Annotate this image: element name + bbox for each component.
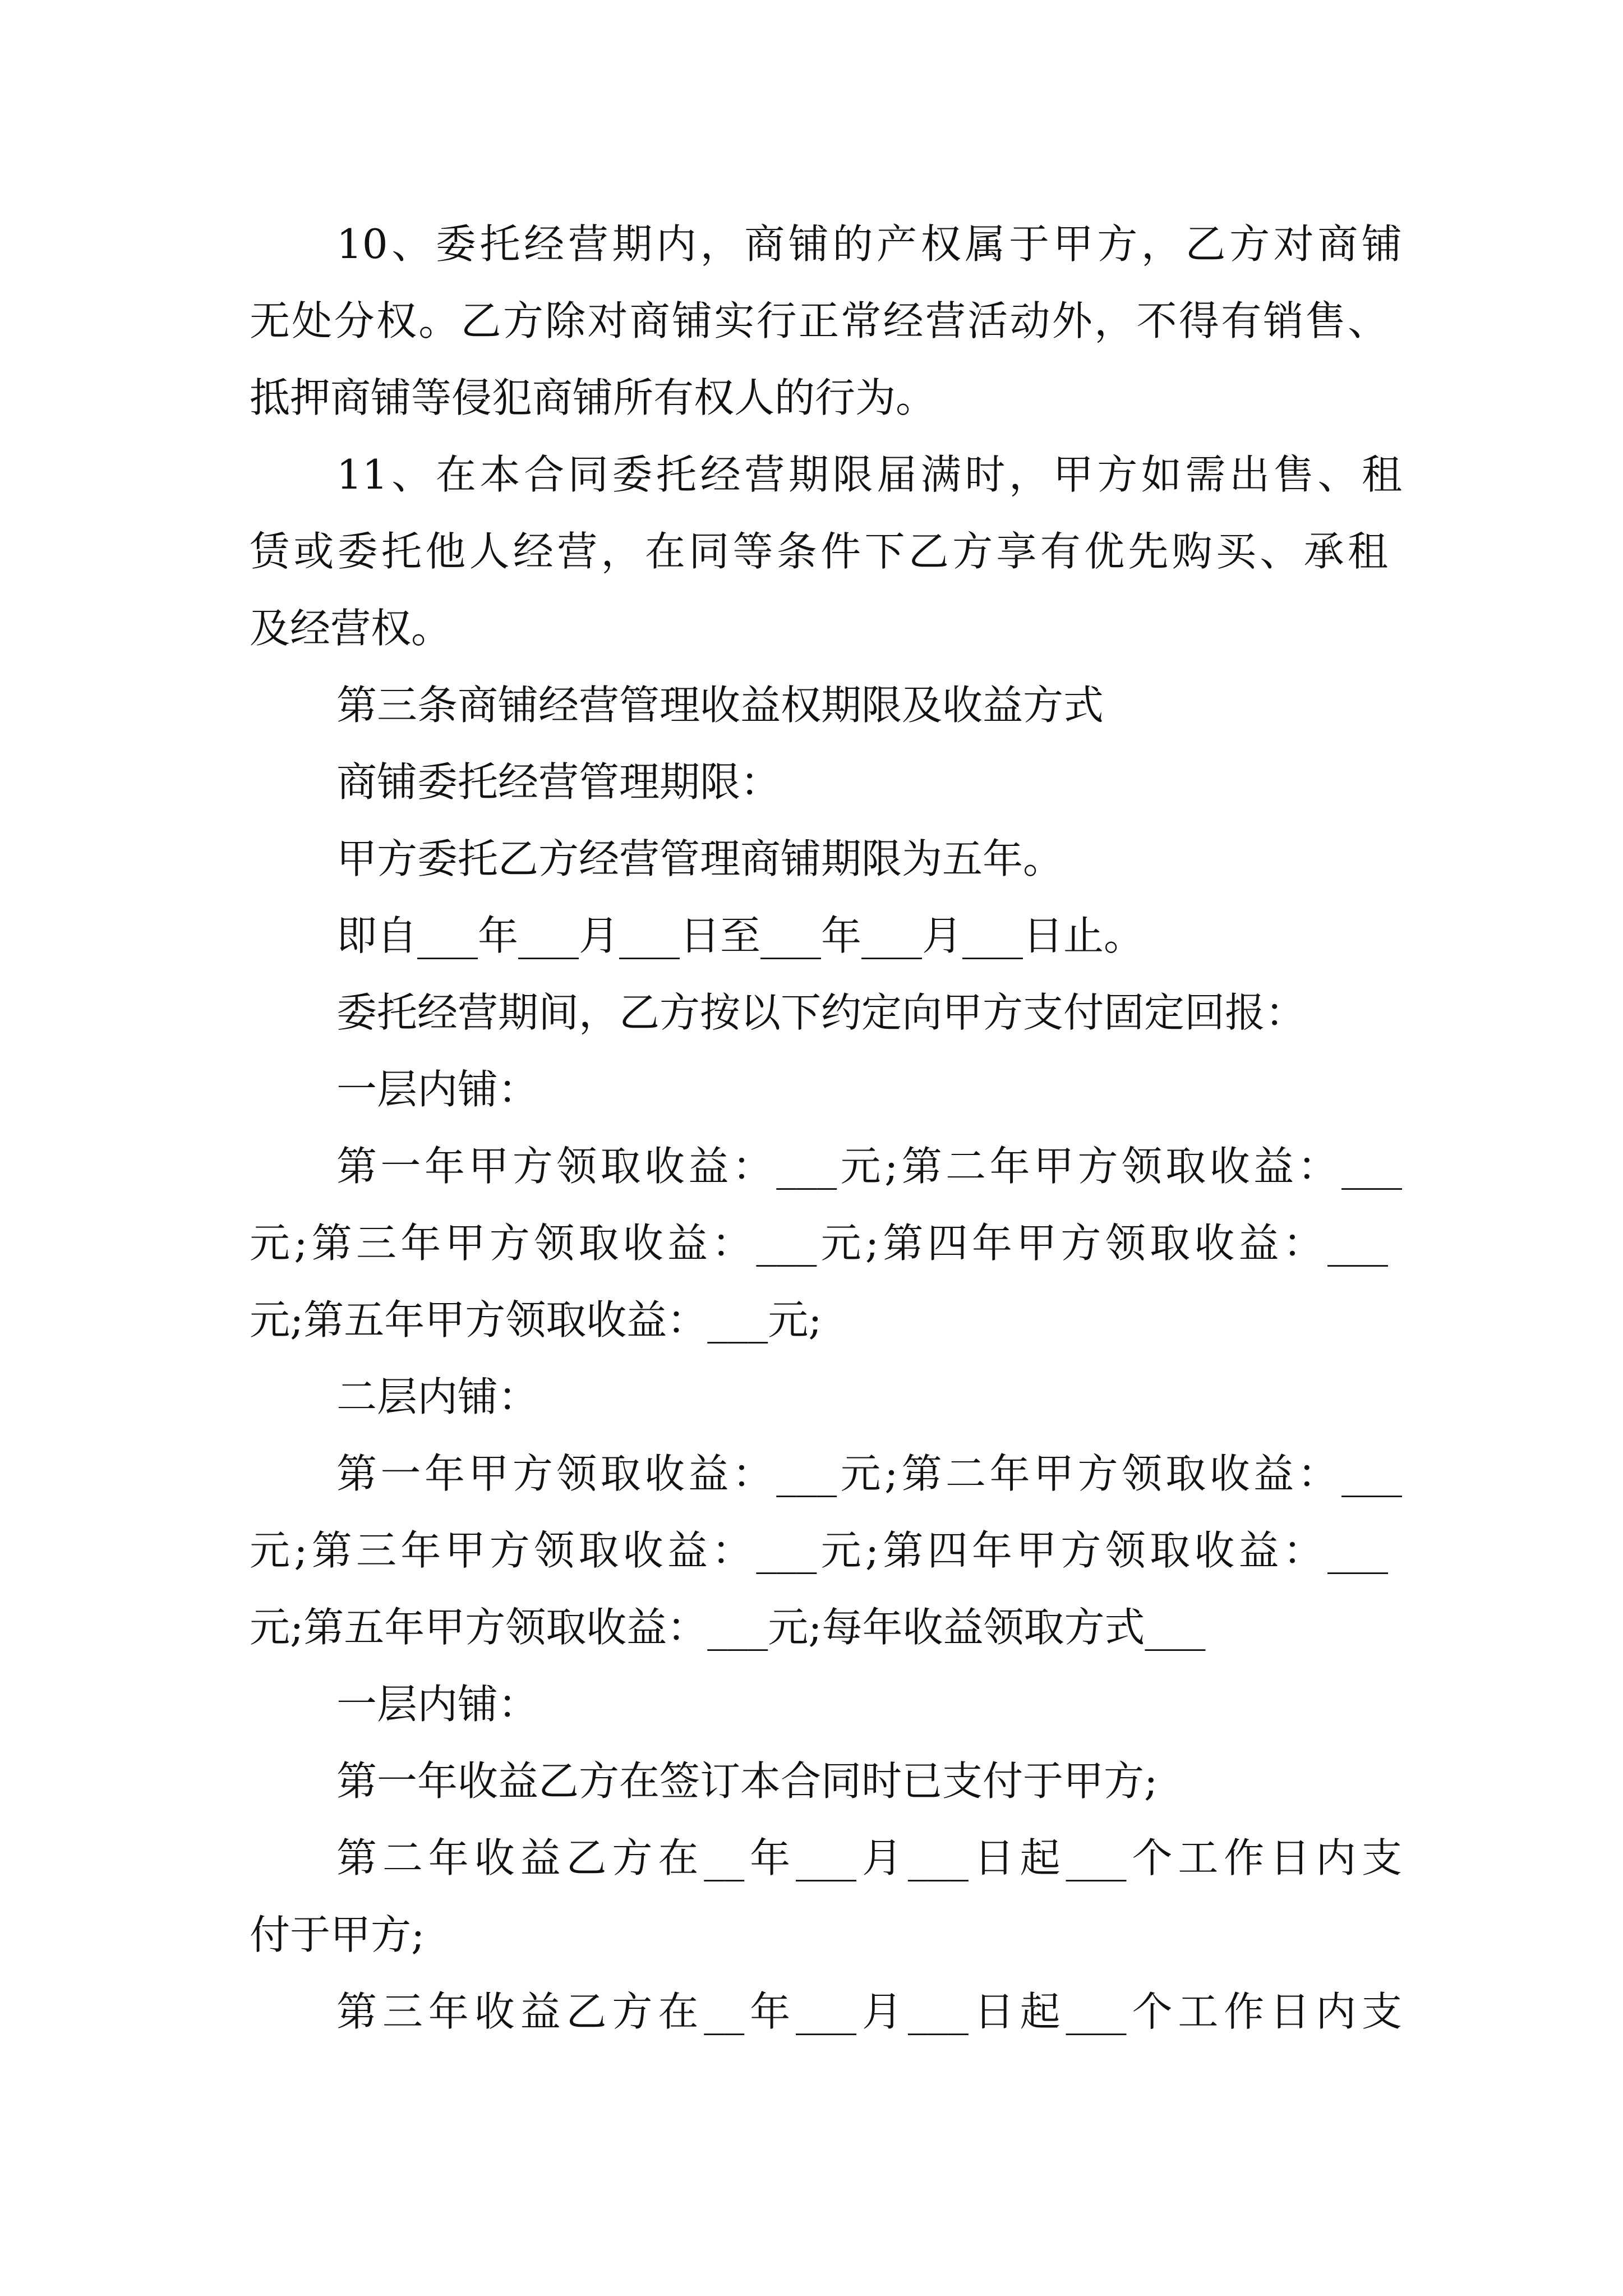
payment-year-2-line-1: 第二年收益乙方在__年___月___日起___个工作日内支 xyxy=(336,1834,1402,1881)
floor-2-heading: 二层内铺： xyxy=(336,1373,539,1420)
term-label: 商铺委托经营管理期限： xyxy=(336,758,781,806)
floor-2-returns-line-2: 元;第三年甲方领取收益：___元;第四年甲方领取收益：___ xyxy=(250,1527,1388,1574)
paragraph-10-line-2: 无处分权。乙方除对商铺实行正常经营活动外，不得有销售、 xyxy=(250,297,1388,344)
paragraph-10-line-3: 抵押商铺等侵犯商铺所有权人的行为。 xyxy=(250,374,937,421)
floor-1-returns-line-2: 元;第三年甲方领取收益：___元;第四年甲方领取收益：___ xyxy=(250,1220,1388,1267)
floor-1-heading: 一层内铺： xyxy=(336,1066,539,1113)
return-intro: 委托经营期间，乙方按以下约定向甲方支付固定回报： xyxy=(336,989,1306,1036)
payment-year-3-line-1: 第三年收益乙方在__年___月___日起___个工作日内支 xyxy=(336,1988,1402,2035)
payment-floor-1-heading: 一层内铺： xyxy=(336,1681,539,1728)
paragraph-11-line-2: 赁或委托他人经营，在同等条件下乙方享有优先购买、承租 xyxy=(250,528,1388,575)
floor-2-returns-line-1: 第一年甲方领取收益：___元;第二年甲方领取收益：___ xyxy=(336,1450,1402,1497)
paragraph-11-line-1: 11、在本合同委托经营期限届满时，甲方如需出售、租 xyxy=(336,451,1402,498)
paragraph-11-line-3: 及经营权。 xyxy=(250,605,452,652)
payment-year-1: 第一年收益乙方在签订本合同时已支付于甲方; xyxy=(336,1757,1158,1805)
floor-2-returns-line-3: 元;第五年甲方领取收益：___元;每年收益领取方式___ xyxy=(250,1604,1206,1651)
payment-year-2-line-2: 付于甲方; xyxy=(250,1911,425,1958)
article-3-heading: 第三条商铺经营管理收益权期限及收益方式 xyxy=(336,682,1104,729)
term-duration: 甲方委托乙方经营管理商铺期限为五年。 xyxy=(336,835,1064,882)
paragraph-10-line-1: 10、委托经营期内，商铺的产权属于甲方，乙方对商铺 xyxy=(336,220,1402,268)
floor-1-returns-line-3: 元;第五年甲方领取收益：___元; xyxy=(250,1296,822,1343)
term-dates: 即自___年___月___日至___年___月___日止。 xyxy=(336,912,1145,959)
floor-1-returns-line-1: 第一年甲方领取收益：___元;第二年甲方领取收益：___ xyxy=(336,1143,1402,1190)
